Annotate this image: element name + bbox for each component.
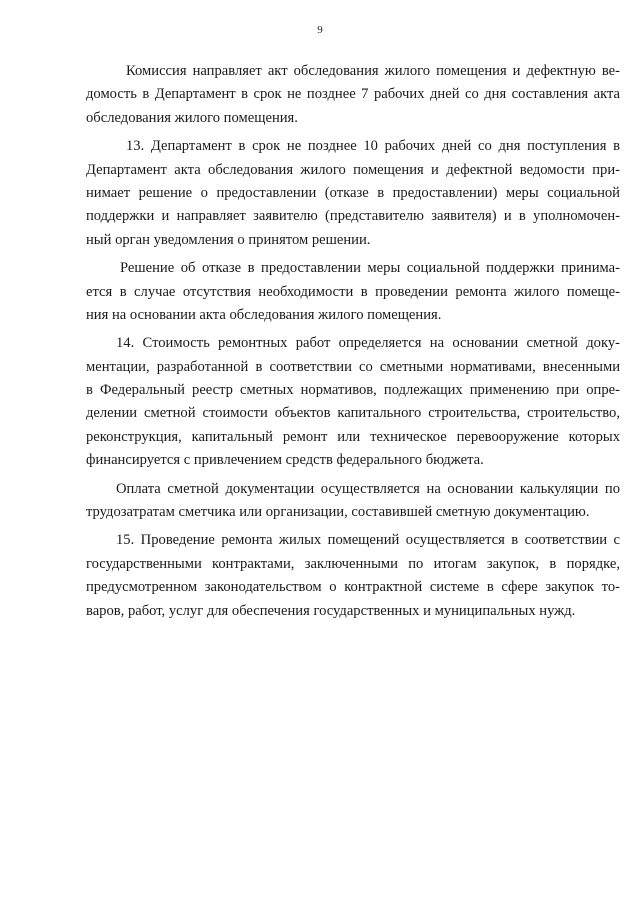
text-line: нимает решение о предоставлении (отказе в предоставлении) меры социальной [86,184,620,201]
text-line: 14. Стоимость ремонтных работ определяется на основании сметной доку- [116,335,620,352]
paragraph-refusal-decision [86,257,620,327]
paragraph-commission-act [86,60,620,130]
text-line: варов, работ, услуг для обеспечения государственных и муниципальных нужд. [86,602,576,619]
text-line: делении сметной стоимости объектов капитального строительства, строительство, [86,405,620,422]
text-line: ный орган уведомления о принятом решении. [86,231,371,248]
text-line: ния на основании акта обследования жилого помещения. [86,306,442,323]
page-number: 9 [317,24,323,36]
text-line: трудозатратам сметчика или организации, составившей сметную документацию. [86,504,590,521]
text-line: 13. Департамент в срок не позднее 10 рабочих дней со дня поступления в [126,138,620,155]
text-line: Оплата сметной документации осуществляется на основании калькуляции по [116,480,620,497]
text-line: предусмотренном законодательством о контрактной системе в сфере закупок то- [86,579,620,596]
text-line: государственными контрактами, заключенными по итогам закупок, в порядке, [86,555,620,572]
text-line: ется в случае отсутствия необходимости в проведении ремонта жилого помеще- [86,283,620,300]
text-line: в Федеральный реестр сметных нормативов, подлежащих применению при опре- [86,382,620,399]
text-line: Департамент акта обследования жилого помещения и дефектной ведомости при- [86,161,620,178]
document-body [86,60,620,623]
paragraph-item-14 [86,332,620,472]
text-line: Решение об отказе в предоставлении меры социальной поддержки принима- [120,260,620,277]
text-line: обследования жилого помещения. [86,109,298,126]
text-line: реконструкция, капитальный ремонт или техническое перевооружение которых [86,428,620,445]
text-line: финансируется с привлечением средств федерального бюджета. [86,452,484,469]
paragraph-item-15 [86,529,620,623]
text-line: домость в Департамент в срок не позднее 7 рабочих дней со дня составления акта [86,86,620,103]
text-line: Комиссия направляет акт обследования жилого помещения и дефектную ве- [126,63,620,79]
text-line: поддержки и направляет заявителю (представителю заявителя) и в уполномочен- [86,208,620,225]
text-line: 15. Проведение ремонта жилых помещений осуществляется в соответствии с [116,532,620,549]
text-line: ментации, разработанной в соответствии со сметными нормативами, внесенными [86,358,620,375]
paragraph-estimate-payment [86,478,620,525]
paragraph-item-13 [86,135,620,252]
